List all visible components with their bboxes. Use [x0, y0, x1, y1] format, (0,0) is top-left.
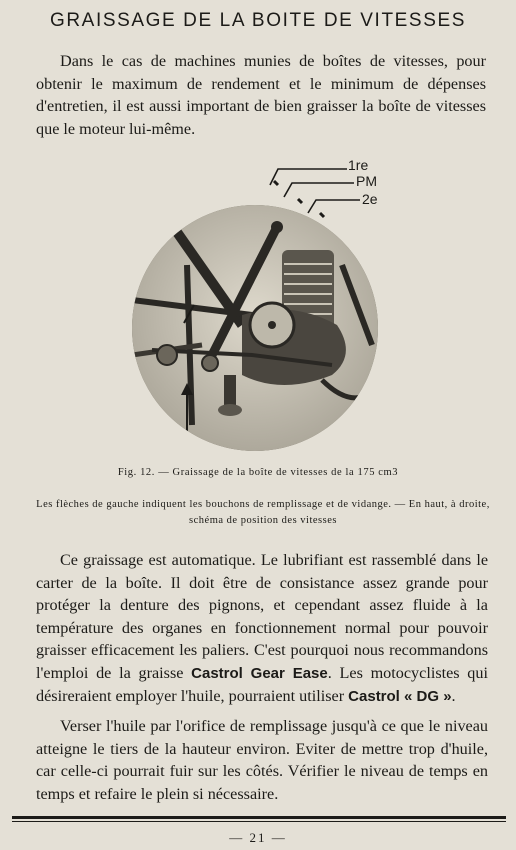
text-run: . — [451, 687, 456, 705]
gear-label-first: 1re — [348, 157, 369, 173]
brand-dg: Castrol « DG » — [348, 688, 452, 705]
brand-gear-ease: Castrol Gear Ease — [191, 664, 328, 682]
lubrication-paragraph — [36, 549, 488, 709]
gearbox-photo — [132, 205, 378, 451]
filling-paragraph: Verser l'huile par l'orifice de remplissage jusqu'à ce que le niveau atteigne le tiers de la hauteur environ. Eviter de mettre trop d'huile, car celle-ci pourrait fuir sur les côtés. Vérifier le niveau de temps en temps et refaire le plein si nécessaire. — [36, 717, 488, 803]
figure-caption: Fig. 12. — Graissage de la boîte de vitesses de la 175 cm3 — [117, 467, 399, 478]
figure-legend: Les flèches de gauche indiquent les bouchons de remplissage et de vidange. — En haut, à droite, schéma de position des vitesses — [36, 499, 490, 526]
footer-rule — [12, 816, 506, 819]
text-run: . Les motocyclistes qui désireraient employer l'huile, pourraient utiliser — [36, 663, 488, 705]
gear-label-second: 2e — [362, 191, 378, 207]
gear-label-neutral: PM — [356, 173, 377, 189]
page-number: — 21 — — [229, 830, 287, 845]
footer-rule-thin — [12, 821, 506, 822]
intro-paragraph: Dans le cas de machines munies de boîtes de vitesses, pour obtenir le maximum de rendement et le minimum de dépenses d'entretien, il est aussi important de bien graisser la boîte de vitesses que le moteur lui-même. — [36, 52, 486, 138]
text-run: Ce graissage est automatique. Le lubrifiant est rassemblé dans le carter de la boîte. Il doit être de consistance assez grande pour protéger la denture des pignons, et cependant assez fluide à la température des organes en fonctionnement normal pour pouvoir graisser efficacement les paliers. C'est pourquoi nous recommandons l'emploi de la graisse — [36, 551, 488, 682]
page-title: GRAISSAGE DE LA BOITE DE VITESSES — [49, 10, 467, 31]
